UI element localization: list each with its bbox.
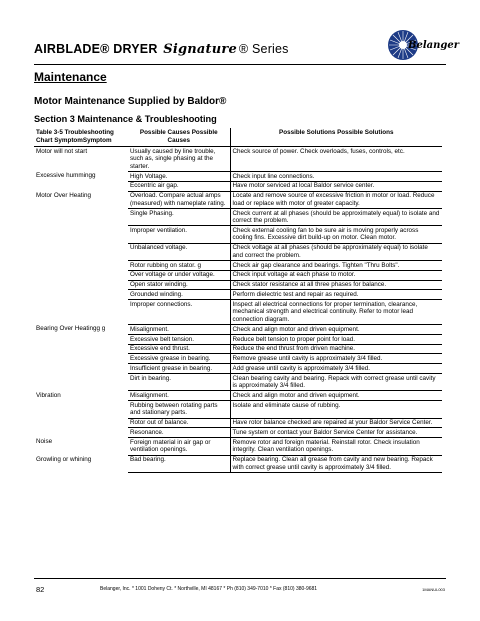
cell-symptom	[34, 354, 128, 364]
cell-cause: Unbalanced voltage.	[128, 243, 230, 260]
column-header-causes: Possible Causes Possible Causes	[128, 128, 230, 147]
cell-solution: Check and align motor and driven equipment.	[230, 325, 442, 335]
table-row	[34, 261, 442, 271]
table-row	[34, 147, 442, 172]
cell-cause: Rubbing between rotating parts and stationary parts.	[128, 401, 230, 418]
header-title	[34, 42, 289, 57]
cell-symptom: Excessive hummingg	[36, 172, 96, 180]
cell-cause: Rotor out of balance.	[128, 418, 230, 428]
cell-solution: Check input line connections.	[230, 171, 442, 181]
table-row	[34, 438, 442, 455]
table-row	[34, 334, 442, 344]
cell-solution: Check current at all phases (should be approximately equal) to isolate and correct the problem.	[230, 208, 442, 225]
cell-symptom: Growling or whining	[36, 455, 92, 463]
cell-symptom: Noise	[36, 438, 53, 446]
cell-cause: Improper ventilation.	[128, 226, 230, 243]
cell-symptom	[34, 344, 128, 354]
cell-symptom	[34, 270, 128, 280]
cell-solution: Add grease until cavity is approximately 3/4 filled.	[230, 364, 442, 374]
cell-solution: Replace bearing. Clean all grease from cavity and new bearing. Repack with correct grease until cavity is approximately 3/4 filled.	[230, 455, 442, 472]
cell-symptom	[34, 208, 128, 225]
cell-symptom: Bearing Over Heatingg g	[36, 325, 106, 333]
cell-cause: Single Phasing.	[128, 208, 230, 225]
cell-cause: Excessive grease in bearing.	[128, 354, 230, 364]
cell-solution: Inspect all electrical connections for proper termination, clearance, mechanical strength and electrical continuity. Refer to motor lead connection diagram.	[230, 300, 442, 325]
cell-symptom	[34, 374, 128, 391]
subtitle: Motor Maintenance Supplied by Baldor®	[34, 96, 227, 107]
cell-symptom	[34, 418, 128, 428]
cell-cause: Rotor rubbing on stator. g	[128, 261, 230, 271]
footer-divider	[34, 578, 446, 579]
footer-address: Belanger, Inc. * 1001 Doheny Ct. * Northville, MI 48167 * Ph (810) 349-7010 * Fax (810) 380-9681	[100, 586, 318, 592]
cell-cause: High Voltage.	[128, 171, 230, 181]
header-divider	[34, 64, 446, 65]
table-row	[34, 418, 442, 428]
table-row	[34, 300, 442, 325]
cell-cause: Bad bearing.	[128, 455, 230, 472]
page-number: 82	[36, 585, 45, 594]
cell-cause: Insufficient grease in bearing.	[128, 364, 230, 374]
cell-solution: Check stator resistance at all three phases for balance.	[230, 280, 442, 290]
header-product: AIRBLADE® DRYER	[34, 42, 158, 56]
table-row	[34, 243, 442, 260]
cell-cause: Dirt in bearing.	[128, 374, 230, 391]
table-row	[34, 455, 442, 472]
cell-solution: Check voltage at all phases (should be approximately equal) to isolate and correct the problem.	[230, 243, 442, 260]
table-row	[34, 208, 442, 225]
table-row	[34, 226, 442, 243]
cell-solution: Locate and remove source of excessive friction in motor or load. Reduce load or replace with motor of greater capacity.	[230, 191, 442, 208]
cell-symptom	[34, 401, 128, 418]
cell-cause: Misalignment.	[128, 391, 230, 401]
subsection-title: Section 3 Maintenance & Troubleshooting	[34, 114, 217, 124]
cell-symptom	[34, 334, 128, 344]
cell-solution: Check source of power. Check overloads, fuses, controls, etc.	[230, 147, 442, 172]
cell-cause: Resonance.	[128, 428, 230, 438]
cell-solution: Reduce the end thrust from driven machine.	[230, 344, 442, 354]
troubleshooting-table	[34, 128, 442, 473]
cell-cause: Open stator winding.	[128, 280, 230, 290]
cell-solution: Reduce belt tension to proper point for load.	[230, 334, 442, 344]
table-row	[34, 290, 442, 300]
table-row	[34, 325, 442, 335]
table-row	[34, 171, 442, 181]
cell-solution: Have rotor balance checked are repaired at your Baldor Service Center.	[230, 418, 442, 428]
cell-solution: Check input voltage at each phase to motor.	[230, 270, 442, 280]
table-row	[34, 374, 442, 391]
cell-solution: Isolate and eliminate cause of rubbing.	[230, 401, 442, 418]
cell-symptom	[34, 261, 128, 271]
cell-symptom	[34, 300, 128, 325]
cell-cause: Foreign material in air gap or ventilation openings.	[128, 438, 230, 455]
cell-symptom	[34, 226, 128, 243]
cell-cause: Grounded winding.	[128, 290, 230, 300]
cell-cause: Improper connections.	[128, 300, 230, 325]
cell-symptom	[34, 428, 128, 438]
cell-symptom	[34, 243, 128, 260]
cell-solution: Remove grease until cavity is approximately 3/4 filled.	[230, 354, 442, 364]
cell-symptom: Motor Over Heating	[36, 191, 91, 199]
cell-cause: Misalignment.	[128, 325, 230, 335]
footer-doc-code: 1MANUL003	[422, 587, 445, 592]
cell-symptom	[34, 364, 128, 374]
section-title: Maintenance	[34, 70, 107, 84]
cell-cause: Usually caused by line trouble, such as, single phasing at the starter.	[128, 147, 230, 172]
table-row	[34, 428, 442, 438]
table-row	[34, 344, 442, 354]
cell-symptom	[34, 181, 128, 191]
cell-cause: Over voltage or under voltage.	[128, 270, 230, 280]
table-header-row	[34, 128, 442, 147]
cell-solution: Check and align motor and driven equipment.	[230, 391, 442, 401]
cell-symptom	[34, 280, 128, 290]
table-row	[34, 280, 442, 290]
cell-cause: Eccentric air gap.	[128, 181, 230, 191]
cell-cause: Excessive end thrust.	[128, 344, 230, 354]
header-series: ® Series	[238, 42, 289, 56]
cell-cause: Excessive belt tension.	[128, 334, 230, 344]
cell-symptom: Motor will not start	[36, 147, 88, 155]
column-header-symptom: Table 3-5 Troubleshooting Chart SymptomSymptom	[34, 128, 128, 147]
cell-solution: Check external cooling fan to be sure air is moving properly across cooling fins. Excessive dirt build-up on motor. Clean motor.	[230, 226, 442, 243]
table-row	[34, 181, 442, 191]
cell-symptom	[34, 290, 128, 300]
logo-wordmark: Belanger	[408, 40, 459, 51]
belanger-logo-icon	[386, 28, 459, 62]
table-row	[34, 354, 442, 364]
table-row	[34, 364, 442, 374]
table-row	[34, 270, 442, 280]
cell-solution: Have motor serviced at local Baldor service center.	[230, 181, 442, 191]
table-row	[34, 401, 442, 418]
table-row	[34, 191, 442, 208]
cell-solution: Remove rotor and foreign material. Reinstall rotor. Check insulation integrity. Clean ventilation openings.	[230, 438, 442, 455]
header-signature: Signature	[163, 42, 237, 57]
cell-symptom: Vibration	[36, 391, 61, 399]
table-row	[34, 391, 442, 401]
cell-solution: Perform dielectric test and repair as required.	[230, 290, 442, 300]
cell-solution: Clean bearing cavity and bearing. Repack with correct grease until cavity is approximately 3/4 filled.	[230, 374, 442, 391]
cell-cause: Overload. Compare actual amps (measured) with nameplate rating.	[128, 191, 230, 208]
column-header-solutions: Possible Solutions Possible Solutions	[230, 128, 442, 147]
cell-solution: Tune system or contact your Baldor Service Center for assistance.	[230, 428, 442, 438]
cell-solution: Check air gap clearance and bearings. Tighten "Thru Bolts".	[230, 261, 442, 271]
